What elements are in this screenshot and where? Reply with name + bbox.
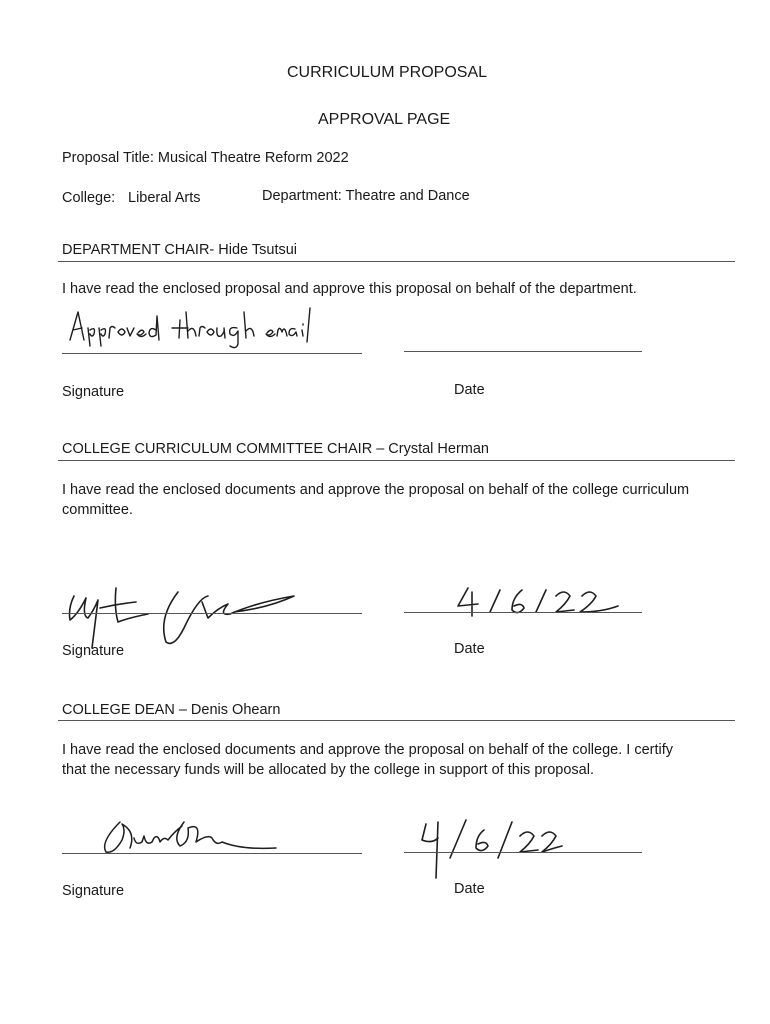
proposal-title: Proposal Title: Musical Theatre Reform 2022 (62, 150, 349, 166)
handwritten-approved-through-email (64, 304, 324, 350)
dean-heading: COLLEGE DEAN – Denis Ohearn (62, 702, 281, 718)
dean-date-handwritten (414, 818, 564, 882)
committee-chair-date-label: Date (454, 641, 485, 657)
college-value: Liberal Arts (128, 190, 201, 206)
department-chair-date-label: Date (454, 382, 485, 398)
committee-chair-date-handwritten (452, 584, 622, 620)
department-chair-signature-line (62, 353, 362, 354)
department-chair-date-line (404, 351, 642, 352)
college-label: College: (62, 190, 116, 206)
dean-signature (92, 812, 292, 862)
committee-chair-statement: I have read the enclosed documents and approve the proposal on behalf of the college curriculum (62, 482, 690, 498)
committee-chair-heading: COLLEGE CURRICULUM COMMITTEE CHAIR – Crystal Herman (62, 441, 489, 457)
committee-chair-date-line (404, 612, 642, 613)
department-chair-heading: DEPARTMENT CHAIR- Hide Tsutsui (62, 242, 298, 258)
dean-statement-line2: that the necessary funds will be allocated by the college in support of this proposal. (62, 762, 594, 778)
committee-chair-signature-label: Signature (62, 643, 125, 659)
dean-signature-label: Signature (62, 883, 125, 899)
committee-chair-statement-line2: committee. (62, 502, 133, 518)
dean-date-line (404, 852, 642, 853)
page-subtitle: APPROVAL PAGE (318, 111, 451, 128)
document-title: CURRICULUM PROPOSAL (287, 64, 488, 81)
department-line: Department: Theatre and Dance (262, 188, 470, 204)
dean-signature-line (62, 853, 362, 854)
section-divider (58, 720, 735, 721)
dean-date-label: Date (454, 881, 485, 897)
section-divider (58, 460, 735, 461)
department-chair-signature-label: Signature (62, 384, 125, 400)
dean-statement: I have read the enclosed documents and approve the proposal on behalf of the college. I certify (62, 742, 674, 758)
section-divider (58, 261, 735, 262)
department-chair-statement: I have read the enclosed proposal and approve this proposal on behalf of the department. (62, 281, 637, 297)
committee-chair-signature-line (62, 613, 362, 614)
